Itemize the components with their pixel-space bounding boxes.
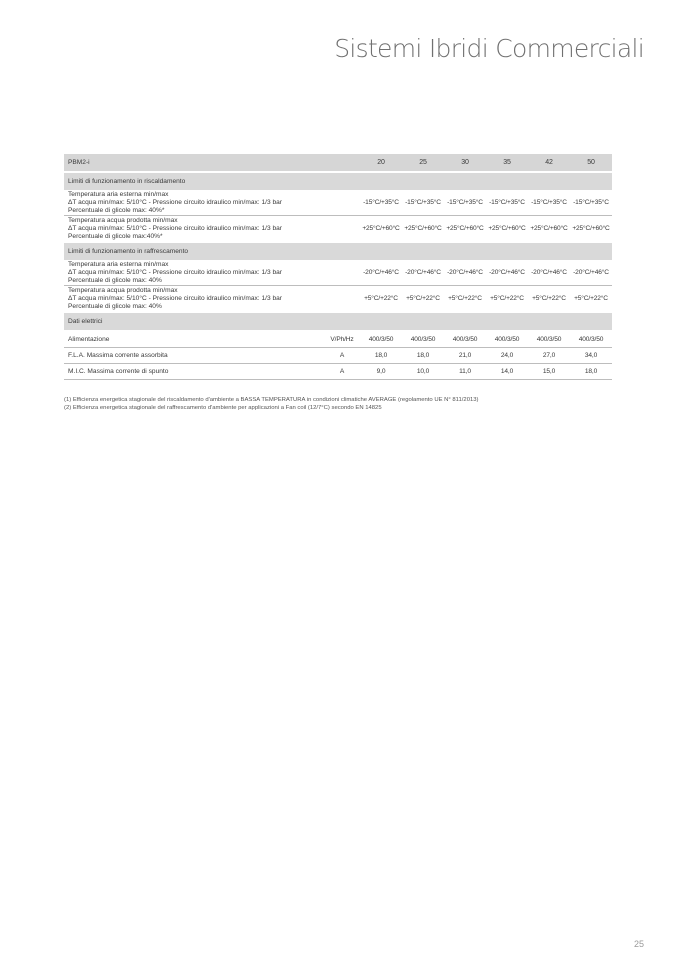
table-cell: -20°C/+46°C (360, 260, 402, 286)
table-cell: -20°C/+46°C (528, 260, 570, 286)
table-cell: 400/3/50 (528, 332, 570, 348)
table-cell: -20°C/+46°C (444, 260, 486, 286)
table-cell: -15°C/+35°C (360, 190, 402, 216)
table-row (64, 332, 612, 348)
table-cell: 21,0 (444, 348, 486, 364)
table-row (64, 260, 612, 286)
footnote: (2) Efficienza energetica stagionale del raffrescamento d'ambiente per applicazioni a Fan coil (12/7°C) secondo EN 14825 (64, 405, 382, 411)
section-cooling (64, 242, 612, 260)
table-cell: +25°C/+60°C (528, 216, 570, 243)
section-electrical (64, 312, 612, 330)
table-cell: +5°C/+22°C (528, 286, 570, 313)
table-cell: +25°C/+60°C (486, 216, 528, 243)
table-row (64, 348, 612, 364)
row-label: M.I.C. Massima corrente di spunto (64, 364, 324, 380)
row-label: Alimentazione (64, 332, 324, 348)
table-cell: 11,0 (444, 364, 486, 380)
table-cell: -15°C/+35°C (444, 190, 486, 216)
spec-table (64, 154, 612, 380)
table-row (64, 364, 612, 380)
table-cell: -15°C/+35°C (486, 190, 528, 216)
table-cell: 24,0 (486, 348, 528, 364)
table-cell: 400/3/50 (402, 332, 444, 348)
size-header: 30 (444, 154, 486, 172)
footnote: (1) Efficienza energetica stagionale del riscaldamento d'ambiente a BASSA TEMPERATURA in condizioni climatiche AVERAGE (regolamento UE N° 811/2013) (64, 397, 479, 403)
table-cell: 34,0 (570, 348, 612, 364)
table-cell: 400/3/50 (444, 332, 486, 348)
table-cell: +25°C/+60°C (444, 216, 486, 243)
size-header: 50 (570, 154, 612, 172)
table-cell: 18,0 (360, 348, 402, 364)
table-row (64, 190, 612, 216)
table-cell: -20°C/+46°C (402, 260, 444, 286)
table-cell: -20°C/+46°C (570, 260, 612, 286)
table-cell: +25°C/+60°C (402, 216, 444, 243)
table-header-row (64, 154, 612, 172)
table-cell: -15°C/+35°C (570, 190, 612, 216)
section-heating (64, 172, 612, 190)
size-header: 42 (528, 154, 570, 172)
table-cell: +25°C/+60°C (360, 216, 402, 243)
row-label: Temperatura acqua prodotta min/max ΔT acqua min/max: 5/10°C - Pressione circuito idraulico min/max: 1/3 bar Percentuale di glicole max:40%* (64, 216, 324, 243)
size-header: 35 (486, 154, 528, 172)
table-cell: -15°C/+35°C (402, 190, 444, 216)
table-cell: 400/3/50 (486, 332, 528, 348)
table-cell: +25°C/+60°C (570, 216, 612, 243)
table-cell: 10,0 (402, 364, 444, 380)
table-cell: -15°C/+35°C (528, 190, 570, 216)
table-cell: 18,0 (402, 348, 444, 364)
unit-cell: A (324, 348, 360, 364)
table-cell: -20°C/+46°C (486, 260, 528, 286)
table-cell: 18,0 (570, 364, 612, 380)
section-cooling-title: Limiti di funzionamento in raffrescamento (64, 242, 612, 260)
table-cell: +5°C/+22°C (360, 286, 402, 313)
table-cell: 400/3/50 (360, 332, 402, 348)
table-cell: 9,0 (360, 364, 402, 380)
table-cell: 400/3/50 (570, 332, 612, 348)
unit-cell: A (324, 364, 360, 380)
section-heating-title: Limiti di funzionamento in riscaldamento (64, 172, 612, 190)
row-label: Temperatura acqua prodotta min/max ΔT acqua min/max: 5/10°C - Pressione circuito idraulico min/max: 1/3 bar Percentuale di glicole max: 40% (64, 286, 324, 313)
table-cell: +5°C/+22°C (570, 286, 612, 313)
table-cell: +5°C/+22°C (486, 286, 528, 313)
page-title: Sistemi Ibridi Commerciali (334, 34, 644, 63)
row-label: F.L.A. Massima corrente assorbita (64, 348, 324, 364)
size-header: 25 (402, 154, 444, 172)
row-label: Temperatura aria esterna min/max ΔT acqua min/max: 5/10°C - Pressione circuito idraulico min/max: 1/3 bar Percentuale di glicole max: 40%* (64, 190, 324, 216)
table-cell: +5°C/+22°C (402, 286, 444, 313)
table-cell: +5°C/+22°C (444, 286, 486, 313)
table-cell: 15,0 (528, 364, 570, 380)
table-cell: 14,0 (486, 364, 528, 380)
table-row (64, 286, 612, 313)
row-label: Temperatura aria esterna min/max ΔT acqua min/max: 5/10°C - Pressione circuito idraulico min/max: 1/3 bar Percentuale di glicole max: 40% (64, 260, 324, 286)
unit-cell: V/Ph/Hz (324, 332, 360, 348)
section-electrical-title: Dati elettrici (64, 312, 612, 330)
table-row (64, 216, 612, 243)
model-name: PBM2-i (64, 154, 324, 172)
size-header: 20 (360, 154, 402, 172)
table-cell: 27,0 (528, 348, 570, 364)
footnotes (64, 396, 624, 412)
page-number: 25 (633, 939, 644, 949)
